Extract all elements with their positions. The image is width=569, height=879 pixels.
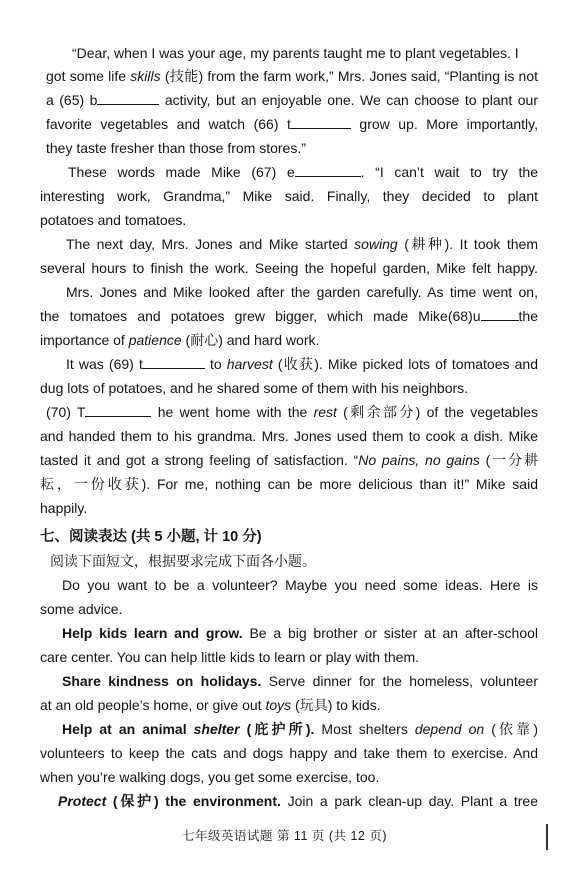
text-run: (依靠) <box>484 721 538 737</box>
text-run: the tomatoes and potatoes grew bigger, which made Mike(68)u <box>40 308 481 324</box>
text-run: (玩具) to kids. <box>291 697 381 713</box>
text-run: interesting work, Grandma,” Mike said. Finally, they decided to plant <box>40 188 538 204</box>
text-run: 阅读下面短文，根据要求完成下面各小题。 <box>50 553 316 569</box>
text-line <box>40 624 538 642</box>
text-line <box>40 696 538 714</box>
text-line <box>40 499 538 517</box>
answer-blank[interactable] <box>143 355 205 369</box>
text-run: and handed them to his grandma. Mrs. Jones used them to cook a dish. Mike <box>40 428 538 444</box>
text-run: patience <box>128 332 182 348</box>
text-run: (剩余部分) of the vegetables <box>336 404 538 420</box>
text-line <box>40 331 538 349</box>
text-run: tasted it and got a strong feeling of satisfaction. “ <box>40 452 359 468</box>
text-run: . “I can’t wait to try the <box>360 164 538 180</box>
text-run: activity, but an enjoyable one. We can choose to plant our <box>159 92 538 108</box>
text-run: (70) T <box>46 404 86 420</box>
text-run: depend on <box>414 721 485 737</box>
text-run: “Dear, when I was your age, my parents taught me to plant vegetables. I <box>72 45 519 61</box>
text-run: dug lots of potatoes, and he shared some of them with his neighbors. <box>40 380 469 396</box>
text-run: grow up. More importantly, <box>350 116 538 132</box>
text-run: Be a big brother or sister at an after-school <box>242 625 538 641</box>
text-run: (一分耕 <box>479 452 538 468</box>
text-line <box>40 307 538 325</box>
text-run: These words made Mike (67) e <box>68 164 295 180</box>
text-line <box>40 283 538 301</box>
text-line <box>40 403 538 421</box>
text-run: Do you want to be a volunteer? Maybe you need some ideas. Here is <box>62 577 538 593</box>
text-line <box>40 67 538 85</box>
text-line <box>40 139 538 157</box>
section-heading <box>40 528 538 546</box>
text-run: volunteers to keep the cats and dogs happy and take them to exercise. And <box>40 745 538 761</box>
text-line <box>40 475 538 493</box>
text-line <box>40 44 538 62</box>
text-line <box>40 259 538 277</box>
text-run: happily. <box>40 500 88 516</box>
text-run: Protect <box>58 793 107 809</box>
text-run: Most shelters <box>314 721 415 737</box>
text-run: 七、阅读表达 (共 5 小题, 计 10 分) <box>40 529 262 545</box>
text-run: shelter <box>193 721 240 737</box>
text-run: Serve dinner for the homeless, volunteer <box>261 673 538 689</box>
text-run: a (65) b <box>46 92 98 108</box>
text-run: when you’re walking dogs, you get some exercise, too. <box>40 769 380 785</box>
text-line <box>40 720 538 738</box>
text-line <box>40 163 538 181</box>
text-run: Join a park clean-up day. Plant a tree <box>280 793 538 809</box>
text-line <box>40 451 538 469</box>
text-run: (收获). Mike picked lots of tomatoes and <box>272 356 538 372</box>
text-run: Mrs. Jones and Mike looked after the garden carefully. As time went on, <box>66 284 538 300</box>
text-line <box>40 600 538 618</box>
page-footer: 七年级英语试题 第 11 页 (共 12 页) <box>181 829 388 843</box>
answer-blank[interactable] <box>481 307 519 321</box>
text-run: sowing <box>354 236 398 252</box>
text-run: Help at an animal <box>62 721 194 737</box>
text-run: some advice. <box>40 601 123 617</box>
text-line <box>40 91 538 109</box>
text-line <box>40 744 538 762</box>
text-run: (保护) the environment. <box>106 793 281 809</box>
text-run: importance of <box>40 332 129 348</box>
text-run: (庇护所). <box>239 721 315 737</box>
text-run: got some life <box>46 68 131 84</box>
text-line <box>40 792 538 810</box>
text-run: several hours to finish the work. Seeing the hopeful garden, Mike felt happy. <box>40 260 538 276</box>
text-line <box>40 576 538 594</box>
text-run: favorite vegetables and watch (66) t <box>46 116 291 132</box>
text-line <box>40 355 538 373</box>
text-run: (技能) from the farm work,” Mrs. Jones said, “Planting is not <box>160 68 538 84</box>
text-run: they taste fresher than those from stores.” <box>46 140 306 156</box>
text-line <box>40 211 538 229</box>
text-run: The next day, Mrs. Jones and Mike started <box>66 236 355 252</box>
text-run: (耕种). It took them <box>397 236 538 252</box>
text-line <box>40 768 538 786</box>
answer-blank[interactable] <box>85 403 151 417</box>
text-run: toys <box>265 697 292 713</box>
text-run: It was (69) t <box>66 356 143 372</box>
text-run: potatoes and tomatoes. <box>40 212 187 228</box>
text-run: rest <box>313 404 337 420</box>
text-line <box>40 648 538 666</box>
answer-blank[interactable] <box>295 163 361 177</box>
text-run: to <box>204 356 227 372</box>
text-run: at an old people’s home, or give out <box>40 697 266 713</box>
text-line <box>40 115 538 133</box>
text-run: he went home with the <box>151 404 314 420</box>
text-line <box>40 235 538 253</box>
text-line <box>40 672 538 690</box>
text-run: No pains, no gains <box>358 452 480 468</box>
text-line <box>40 379 538 397</box>
text-run: 耘，一份收获). For me, nothing can be more delicious than it!” Mike said <box>40 476 538 492</box>
text-run: (耐心) and hard work. <box>181 332 320 348</box>
text-line <box>40 552 538 570</box>
text-run: care center. You can help little kids to learn or play with them. <box>40 649 419 665</box>
answer-blank[interactable] <box>291 115 351 129</box>
text-line <box>40 187 538 205</box>
scan-edge-mark <box>546 824 548 850</box>
text-run: Share kindness on holidays. <box>62 673 262 689</box>
answer-blank[interactable] <box>97 91 159 105</box>
text-run: skills <box>130 68 161 84</box>
text-run: the <box>518 308 538 324</box>
text-run: harvest <box>226 356 273 372</box>
text-run: Help kids learn and grow. <box>62 625 243 641</box>
text-line <box>40 427 538 445</box>
